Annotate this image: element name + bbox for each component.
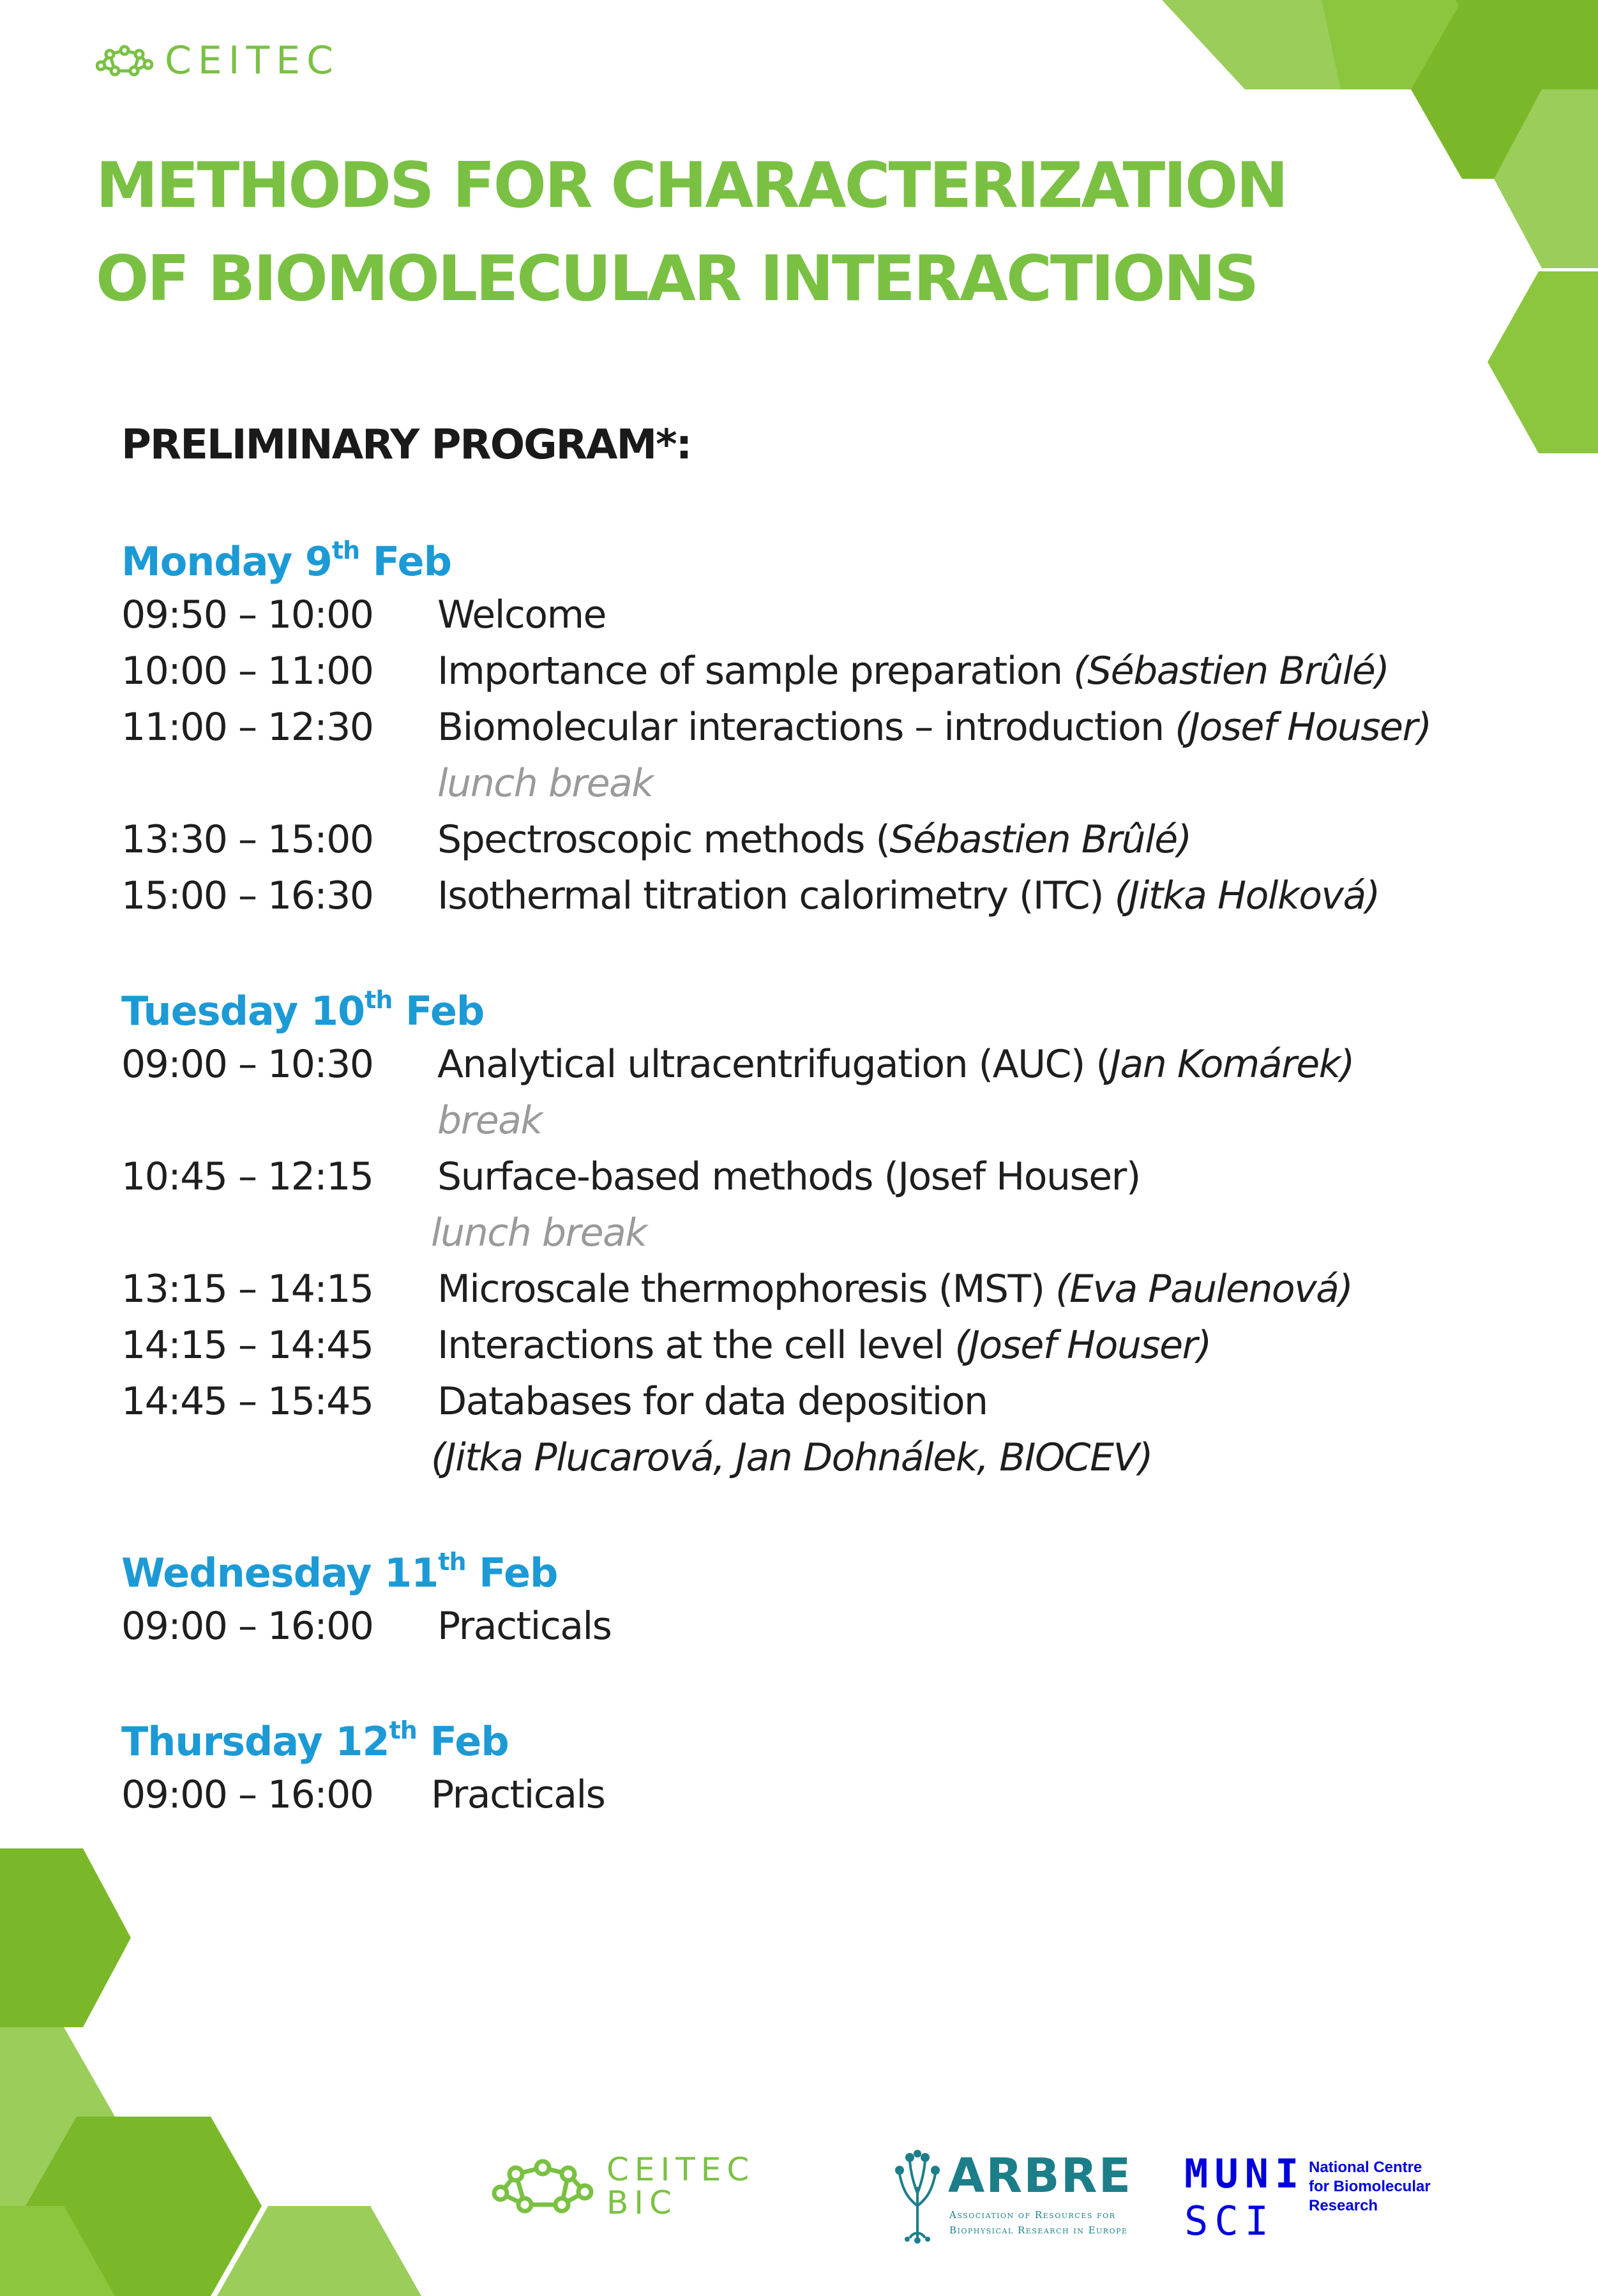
day-heading-wednesday: Wednesday 11th Feb	[121, 1548, 558, 1596]
schedule-title: Isothermal titration calorimetry (ITC) (Jitka Holková)	[437, 873, 1380, 918]
ncbr-label: National Centre for Biomolecular Research	[1309, 2159, 1431, 2214]
hexagon-decoration-bottom-left	[0, 1848, 447, 2296]
break-note: break	[437, 1098, 542, 1143]
schedule-time: 09:00 – 16:00	[121, 1772, 373, 1817]
arbre-subtitle: Association of Resources for Biophysical Research in Europe	[949, 2209, 1128, 2236]
arbre-name: ARBRE	[948, 2149, 1133, 2203]
schedule-time: 13:15 – 14:15	[121, 1267, 373, 1311]
schedule-time: 13:30 – 15:00	[121, 817, 373, 862]
day-heading-monday: Monday 9th Feb	[121, 536, 451, 585]
schedule-title: Welcome	[437, 593, 606, 637]
tree-icon	[891, 2149, 945, 2244]
schedule-time: 15:00 – 16:30	[121, 873, 373, 918]
muni-sci-logo	[1184, 2152, 1504, 2247]
schedule-title: Microscale thermophoresis (MST) (Eva Paulenová)	[437, 1267, 1353, 1311]
ceitec-bic-line1: CEITEC	[607, 2151, 755, 2188]
schedule-title: Practicals	[431, 1772, 605, 1817]
schedule-time: 14:45 – 15:45	[121, 1379, 373, 1424]
schedule-title: Practicals	[437, 1604, 612, 1649]
break-note: lunch break	[437, 761, 653, 806]
schedule-title: Biomolecular interactions – introduction (Josef Houser)	[437, 705, 1431, 750]
schedule-title: Surface-based methods (Josef Houser)	[437, 1154, 1140, 1199]
schedule-title: Spectroscopic methods (Sébastien Brûlé)	[437, 817, 1191, 862]
ceitec-bic-logo	[492, 2149, 798, 2219]
schedule-time: 09:50 – 10:00	[121, 593, 373, 637]
schedule-title: Databases for data deposition	[437, 1379, 988, 1424]
schedule-title: Analytical ultracentrifugation (AUC) (Jan Komárek)	[437, 1042, 1354, 1087]
day-heading-thursday: Thursday 12th Feb	[121, 1716, 509, 1765]
day-heading-tuesday: Tuesday 10th Feb	[121, 986, 485, 1034]
schedule-time: 11:00 – 12:30	[121, 705, 373, 750]
break-note: lunch break	[431, 1211, 647, 1255]
muni-text: MUNI	[1184, 2150, 1306, 2197]
molecule-icon	[492, 2155, 594, 2219]
schedule-time: 10:00 – 11:00	[121, 649, 373, 693]
ceitec-logo	[96, 38, 340, 83]
arbre-logo	[891, 2149, 1133, 2244]
schedule-time: 09:00 – 16:00	[121, 1604, 373, 1649]
schedule-title: Importance of sample preparation (Sébastien Brûlé)	[437, 649, 1389, 693]
sci-text: SCI	[1184, 2198, 1275, 2244]
schedule-time: 10:45 – 12:15	[121, 1154, 373, 1199]
ceitec-logo-text: CEITEC	[165, 38, 340, 83]
program-heading: PRELIMINARY PROGRAM*:	[121, 421, 691, 469]
molecule-icon	[96, 43, 153, 79]
schedule-time: 09:00 – 10:30	[121, 1042, 373, 1087]
ceitec-bic-line2: BIC	[607, 2184, 677, 2221]
schedule-title: Interactions at the cell level (Josef Houser)	[437, 1323, 1211, 1368]
schedule-time: 14:15 – 14:45	[121, 1323, 373, 1368]
schedule-speakers-continuation: (Jitka Plucarová, Jan Dohnálek, BIOCEV)	[431, 1435, 1152, 1480]
title-line-2: OF BIOMOLECULAR INTERACTIONS	[96, 243, 1258, 315]
page-title	[96, 139, 1287, 326]
title-line-1: METHODS FOR CHARACTERIZATION	[96, 149, 1287, 222]
